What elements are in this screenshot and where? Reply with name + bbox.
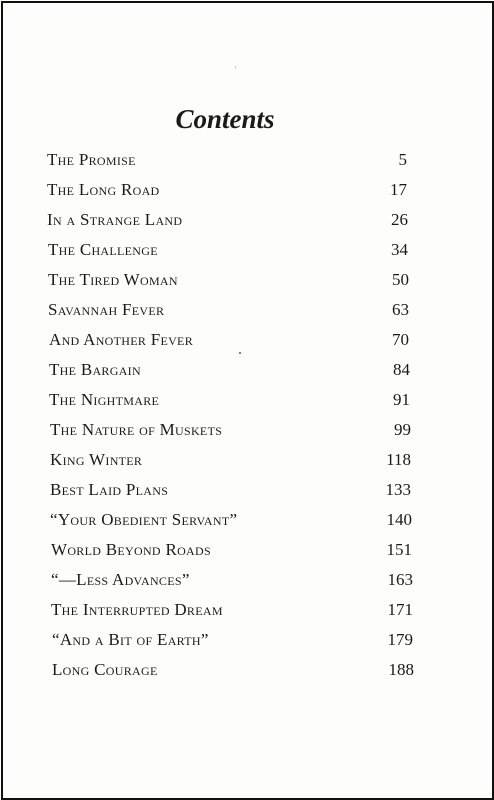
chapter-title: “—Less Advances”: [51, 570, 190, 589]
page-number: 99: [394, 420, 411, 439]
chapter-title: The Promise: [47, 150, 136, 169]
chapter-title: The Long Road: [47, 180, 160, 199]
page-number: 50: [392, 270, 409, 289]
chapter-title: King Winter: [50, 450, 143, 469]
chapter-title: The Tired Woman: [48, 270, 178, 289]
page-number: 163: [387, 570, 413, 589]
toc-entry: [3, 238, 494, 268]
page-number: 84: [393, 360, 410, 379]
chapter-title: The Nature of Muskets: [50, 420, 223, 439]
chapter-title: In a Strange Land: [47, 210, 183, 229]
page-number: 17: [390, 180, 407, 199]
page-number: 179: [387, 630, 413, 649]
toc-entry: [3, 508, 494, 538]
toc-entry: [3, 598, 494, 628]
toc-entry: [3, 148, 494, 178]
page-number: 63: [392, 300, 409, 319]
chapter-title: “Your Obedient Servant”: [50, 510, 238, 529]
chapter-title: Best Laid Plans: [50, 480, 169, 499]
page-number: 5: [398, 150, 407, 169]
toc-entry: [3, 208, 494, 238]
page-number: 188: [388, 660, 414, 679]
toc-entry: [3, 328, 494, 358]
page-number: 118: [386, 450, 411, 469]
chapter-title: Long Courage: [52, 660, 158, 679]
page-number: 171: [387, 600, 413, 619]
contents-heading: Contents: [175, 104, 275, 135]
chapter-title: The Challenge: [48, 240, 158, 259]
page-number: 34: [391, 240, 408, 259]
toc-entry: [3, 658, 494, 688]
page-number: 91: [393, 390, 410, 409]
chapter-title: World Beyond Roads: [51, 540, 211, 559]
page-number: 140: [386, 510, 412, 529]
toc-entry: [3, 418, 494, 448]
toc-entry: [3, 538, 494, 568]
contents-list: [3, 148, 494, 688]
toc-entry: [3, 568, 494, 598]
toc-entry: [3, 388, 494, 418]
chapter-title: The Nightmare: [49, 390, 160, 409]
toc-entry: [3, 448, 494, 478]
chapter-title: “And a Bit of Earth”: [52, 630, 209, 649]
page-mark: ': [235, 65, 237, 74]
toc-entry: [3, 628, 494, 658]
toc-entry: [3, 358, 494, 388]
toc-entry: [3, 298, 494, 328]
chapter-title: The Bargain: [49, 360, 141, 379]
chapter-title: The Interrupted Dream: [51, 600, 223, 619]
toc-entry: [3, 478, 494, 508]
page-number: 70: [392, 330, 409, 349]
toc-entry: [3, 178, 494, 208]
chapter-title: Savannah Fever: [48, 300, 165, 319]
page-number: 26: [391, 210, 408, 229]
chapter-title: And Another Fever: [49, 330, 193, 349]
page-number: 133: [385, 480, 411, 499]
page-frame: [1, 1, 494, 800]
page-number: 151: [386, 540, 412, 559]
toc-entry: [3, 268, 494, 298]
